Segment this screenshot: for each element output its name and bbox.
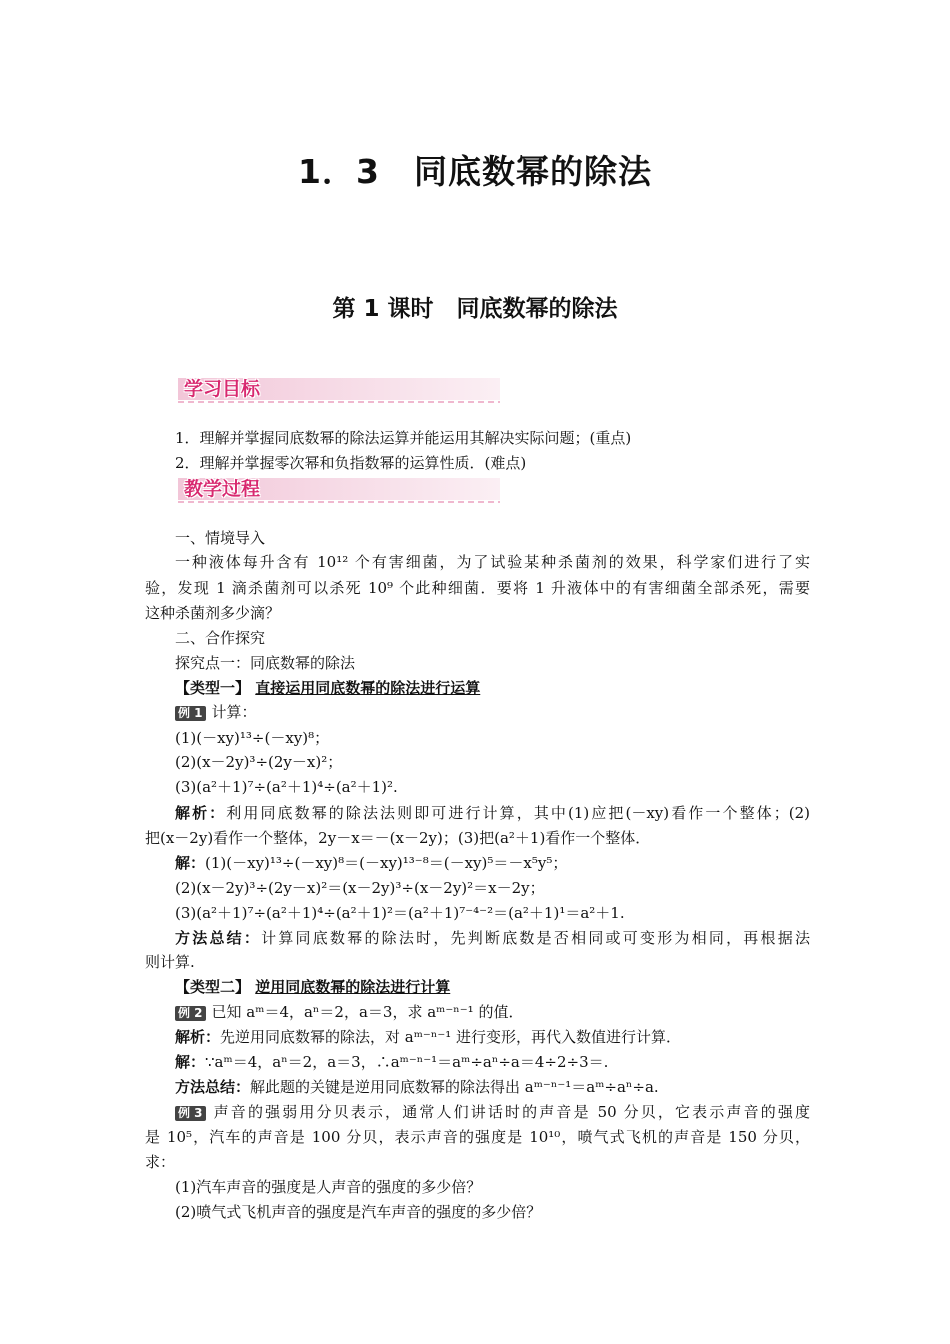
process-banner-label: 教学过程 [184,478,261,500]
example-3-question: (1)汽车声音的强度是人声音的强度的多少倍？ [175,1178,482,1196]
solution-text: (1)(－xy)¹³÷(－xy)⁸＝(－xy)¹³⁻⁸＝(－xy)⁵＝－x⁵y⁵； [205,854,568,872]
example-2-badge: 例 2 [175,1006,206,1021]
type2-heading [175,977,810,997]
solution-label: 解： [175,1053,206,1071]
example-1-text: 计算： [211,703,257,721]
example-2-solution [175,1052,810,1072]
example-1-summary-cont: 则计算. [145,953,195,971]
summary-label: 方法总结： [175,929,262,947]
type2-tag: 【类型二】 [175,978,251,996]
type1-title: 直接运用同底数幂的除法进行运算 [255,679,481,697]
example-2-text: 已知 aᵐ＝4，aⁿ＝2，a＝3，求 aᵐ⁻ⁿ⁻¹ 的值． [211,1003,524,1021]
solution-text: ∵aᵐ＝4，aⁿ＝2，a＝3，∴aᵐ⁻ⁿ⁻¹＝aᵐ÷aⁿ÷a＝4÷2÷3＝. [205,1053,609,1071]
page-title: 1．3 同底数幂的除法 [298,152,652,191]
example-1-solution-step: (2)(x－2y)³÷(2y－x)²＝(x－2y)³÷(x－2y)²＝x－2y； [175,879,545,897]
example-1-question: (1)(－xy)¹³÷(－xy)⁸； [175,729,330,747]
example-2-analysis [175,1027,810,1047]
section-heading-explore: 二、合作探究 [175,629,266,647]
example-1-analysis [175,803,810,823]
objective-1: 1．理解并掌握同底数幂的除法运算并能运用其解决实际问题；(重点) [175,429,632,447]
example-1-badge: 例 1 [175,706,206,721]
example-1-prompt [175,702,810,722]
type1-heading [175,678,810,698]
example-1-analysis-cont: 把(x－2y)看作一个整体，2y－x＝－(x－2y)；(3)把(a²＋1)看作一个整体． [145,829,651,847]
intro-paragraph-line: 这种杀菌剂多少滴？ [145,604,281,622]
analysis-text: 先逆用同底数幂的除法，对 aᵐ⁻ⁿ⁻¹ 进行变形，再代入数值进行计算． [220,1028,682,1046]
example-2-prompt [175,1002,810,1022]
lesson-subtitle: 第 1 课时 同底数幂的除法 [332,296,618,322]
summary-text: 解此题的关键是逆用同底数幂的除法得出 aᵐ⁻ⁿ⁻¹＝aᵐ÷aⁿ÷a. [250,1078,659,1096]
explore-point-1: 探究点一：同底数幂的除法 [175,654,356,672]
analysis-label: 解析： [175,804,227,822]
summary-label: 方法总结： [175,1078,251,1096]
intro-paragraph-line: 验，发现 1 滴杀菌剂可以杀死 10⁹ 个此种细菌．要将 1 升液体中的有害细菌全部杀死，需要 [145,579,810,597]
example-3-badge: 例 3 [175,1106,206,1121]
intro-paragraph-line: 一种液体每升含有 10¹² 个有害细菌，为了试验某种杀菌剂的效果，科学家们进行了实 [175,553,810,571]
objectives-banner-label: 学习目标 [184,378,261,400]
example-1-solution [175,853,810,873]
analysis-label: 解析： [175,1028,221,1046]
example-3-text-cont: 是 10⁵，汽车的声音是 100 分贝，表示声音的强度是 10¹⁰，喷气式飞机的声音是 150 分贝， [145,1128,810,1146]
example-1-question: (3)(a²＋1)⁷÷(a²＋1)⁴÷(a²＋1)². [175,778,398,796]
example-2-summary [175,1077,810,1097]
section-heading-intro: 一、情境导入 [175,529,266,547]
solution-label: 解： [175,854,206,872]
example-1-question: (2)(x－2y)³÷(2y－x)²； [175,753,343,771]
example-3-prompt [175,1102,810,1122]
example-3-text-cont: 求： [145,1153,176,1171]
objectives-banner [178,378,500,400]
summary-text: 计算同底数幂的除法时，先判断底数是否相同或可变形为相同，再根据法 [261,929,810,947]
analysis-text: 利用同底数幂的除法法则即可进行计算，其中(1)应把(－xy)看作一个整体；(2) [226,804,810,822]
example-1-solution-step: (3)(a²＋1)⁷÷(a²＋1)⁴÷(a²＋1)²＝(a²＋1)⁷⁻⁴⁻²＝(a²＋1)¹＝a²＋1. [175,904,625,922]
example-3-question: (2)喷气式飞机声音的强度是汽车声音的强度的多少倍？ [175,1203,542,1221]
process-banner [178,478,500,500]
type2-title: 逆用同底数幂的除法进行计算 [255,978,451,996]
objective-2: 2．理解并掌握零次幂和负指数幂的运算性质．(难点) [175,454,527,472]
type1-tag: 【类型一】 [175,679,251,697]
example-1-summary [175,928,810,948]
example-3-text: 声音的强弱用分贝表示，通常人们讲话时的声音是 50 分贝，它表示声音的强度 [211,1103,810,1121]
